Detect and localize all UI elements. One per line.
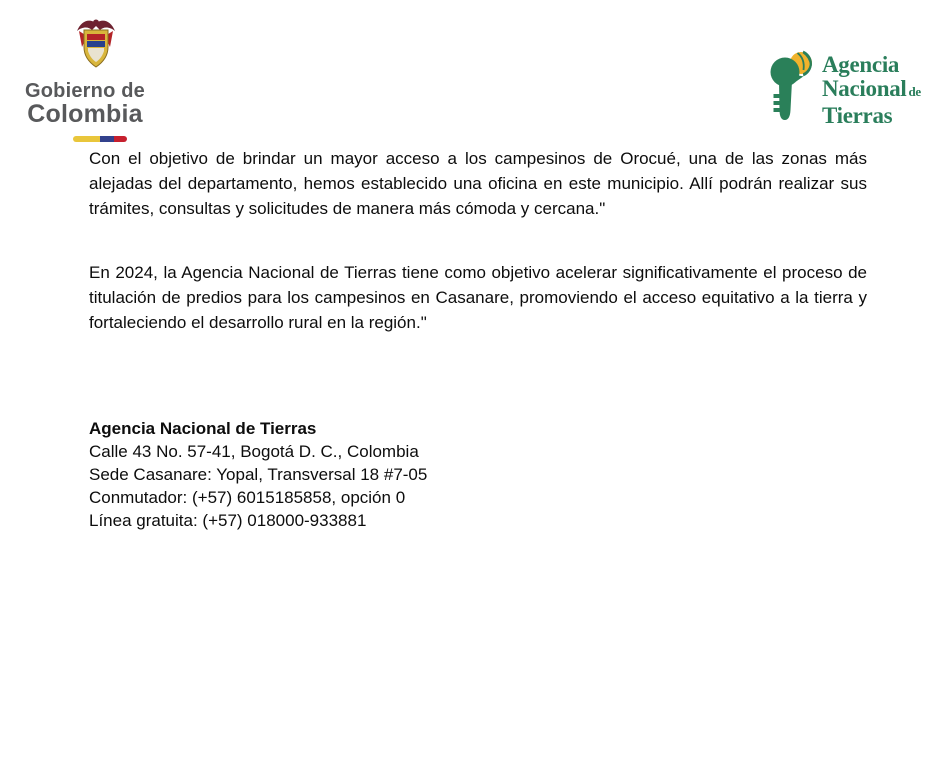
gobierno-logo-line2: Colombia <box>27 100 143 128</box>
flag-blue-segment <box>100 136 114 142</box>
footer-address: Calle 43 No. 57-41, Bogotá D. C., Colombia <box>89 442 419 461</box>
flag-red-segment <box>114 136 128 142</box>
gobierno-logo-line1: Gobierno de <box>25 80 145 102</box>
ant-key-icon <box>770 50 816 131</box>
agencia-nacional-de-tierras-logo <box>770 50 921 131</box>
footer-switchboard: Conmutador: (+57) 6015185858, opción 0 <box>89 488 406 507</box>
paragraph-orocue-office: Con el objetivo de brindar un mayor acceso a los campesinos de Orocué, una de las zonas más alejadas del departamento, hemos establecido una oficina en este municipio. Allí podrán realizar sus trámites, consultas y solicitudes de manera más cómoda y cercana." <box>89 149 867 218</box>
ant-logo-de: de <box>908 84 921 99</box>
ant-logo-text <box>822 53 921 128</box>
footer-branch: Sede Casanare: Yopal, Transversal 18 #7-05 <box>89 465 428 484</box>
document-body <box>89 146 867 335</box>
ant-logo-line1: Agencia <box>822 52 900 77</box>
colombia-flag-bar <box>73 136 127 142</box>
flag-yellow-segment <box>73 136 100 142</box>
footer-tollfree: Línea gratuita: (+57) 018000-933881 <box>89 511 367 530</box>
gobierno-logo-text <box>15 80 155 126</box>
ant-logo-line2: Nacional de <box>822 76 921 101</box>
ant-logo-line3: Tierras <box>822 103 893 128</box>
colombia-coat-of-arms-icon <box>74 16 118 79</box>
contact-footer <box>89 417 427 532</box>
footer-org-name: Agencia Nacional de Tierras <box>89 419 317 438</box>
paragraph-2024-goal: En 2024, la Agencia Nacional de Tierras tiene como objetivo acelerar significativamente el proceso de titulación de predios para los campesinos en Casanare, promoviendo el acceso equitativo a la tierra y fortaleciendo el desarrollo rural en la región." <box>89 263 867 332</box>
